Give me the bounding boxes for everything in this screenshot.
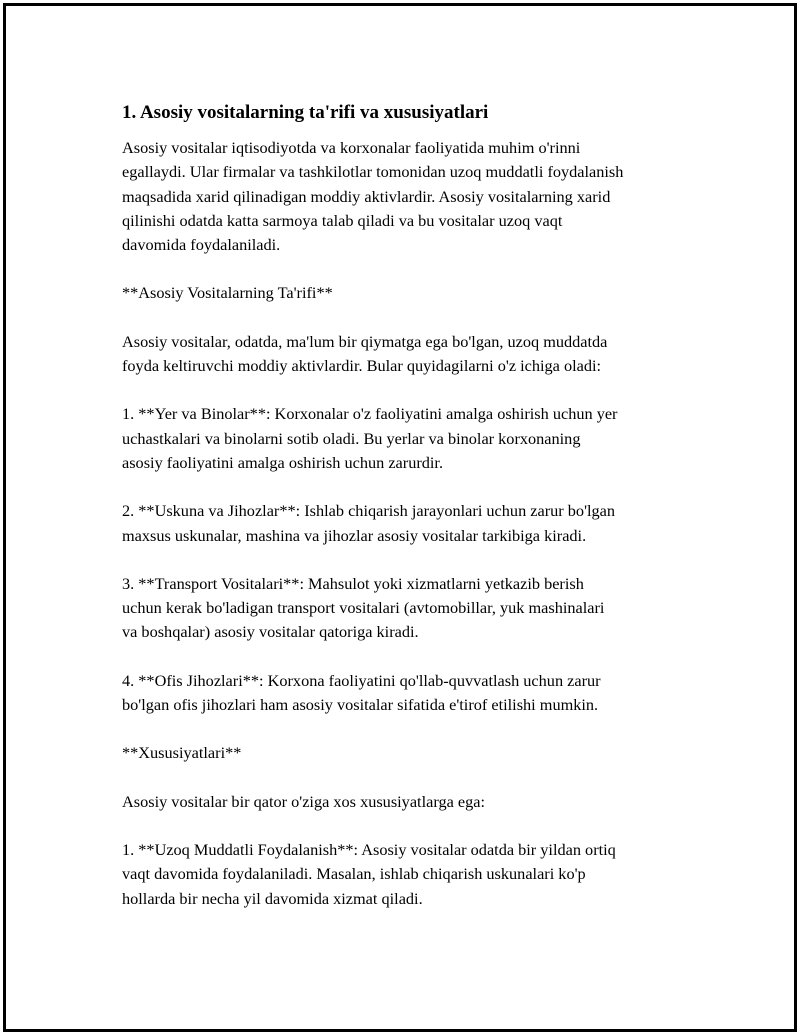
paragraph <box>122 136 702 257</box>
text-line: qilinishi odatda katta sarmoya talab qiladi va bu vositalar uzoq vaqt <box>122 210 563 230</box>
paragraph <box>122 572 702 645</box>
text-line: vaqt davomida foydalaniladi. Masalan, ishlab chiqarish uskunalari ko'p <box>122 864 586 884</box>
text-line: **Xususiyatlari** <box>122 743 242 763</box>
text-line: 2. **Uskuna va Jihozlar**: Ishlab chiqarish jarayonlari uchun zarur bo'lgan <box>122 501 616 521</box>
text-line: maqsadida xarid qilinadigan moddiy aktivlardir. Asosiy vositalarning xarid <box>122 186 611 206</box>
paragraph-list <box>122 136 702 911</box>
text-line: egallaydi. Ular firmalar va tashkilotlar tomonidan uzoq muddatli foydalanish <box>122 162 624 182</box>
text-line: va boshqalar) asosiy vositalar qatoriga kiradi. <box>122 622 419 642</box>
text-line: bo'lgan ofis jihozlari ham asosiy vositalar sifatida e'tirof etilishi mumkin. <box>122 695 599 715</box>
paragraph <box>122 669 702 718</box>
text-line: Asosiy vositalar iqtisodiyotda va korxonalar faoliyatida muhim o'rinni <box>122 138 581 157</box>
paragraph <box>122 790 702 814</box>
text-line: 1. **Yer va Binolar**: Korxonalar o'z faoliyatini amalga oshirish uchun yer <box>122 404 618 424</box>
document-page <box>3 3 797 1032</box>
text-line: Asosiy vositalar, odatda, ma'lum bir qiymatga ega bo'lgan, uzoq muddatda <box>122 331 608 351</box>
paragraph <box>122 838 702 911</box>
paragraph <box>122 402 702 475</box>
paragraph <box>122 281 702 305</box>
text-line: foyda keltiruvchi moddiy aktivlardir. Bular quyidagilarni o'z ichiga oladi: <box>122 356 602 376</box>
paragraph <box>122 741 702 765</box>
text-line: maxsus uskunalar, mashina va jihozlar asosiy vositalar tarkibiga kiradi. <box>122 525 587 545</box>
text-line: uchastkalari va binolarni sotib oladi. Bu yerlar va binolar korxonaning <box>122 428 581 448</box>
text-line: 4. **Ofis Jihozlari**: Korxona faoliyatini qo'llab-quvvatlash uchun zarur <box>122 670 601 690</box>
text-line: Asosiy vositalar bir qator o'ziga xos xususiyatlarga ega: <box>122 791 486 811</box>
text-line: uchun kerak bo'ladigan transport vositalari (avtomobillar, yuk mashinalari <box>122 598 605 618</box>
document-content <box>122 101 702 935</box>
text-line: davomida foydalaniladi. <box>122 235 281 255</box>
text-line: 1. **Uzoq Muddatli Foydalanish**: Asosiy vositalar odatda bir yildan ortiq <box>122 839 616 859</box>
text-line: **Asosiy Vositalarning Ta'rifi** <box>122 283 333 303</box>
text-line: asosiy faoliyatini amalga oshirish uchun zarurdir. <box>122 452 444 472</box>
paragraph <box>122 330 702 379</box>
text-line: 3. **Transport Vositalari**: Mahsulot yoki xizmatlarni yetkazib berish <box>122 573 584 593</box>
section-heading: 1. Asosiy vositalarning ta'rifi va xususiyatlari <box>122 102 489 123</box>
text-line: hollarda bir necha yil davomida xizmat qiladi. <box>122 888 423 908</box>
paragraph <box>122 499 702 548</box>
